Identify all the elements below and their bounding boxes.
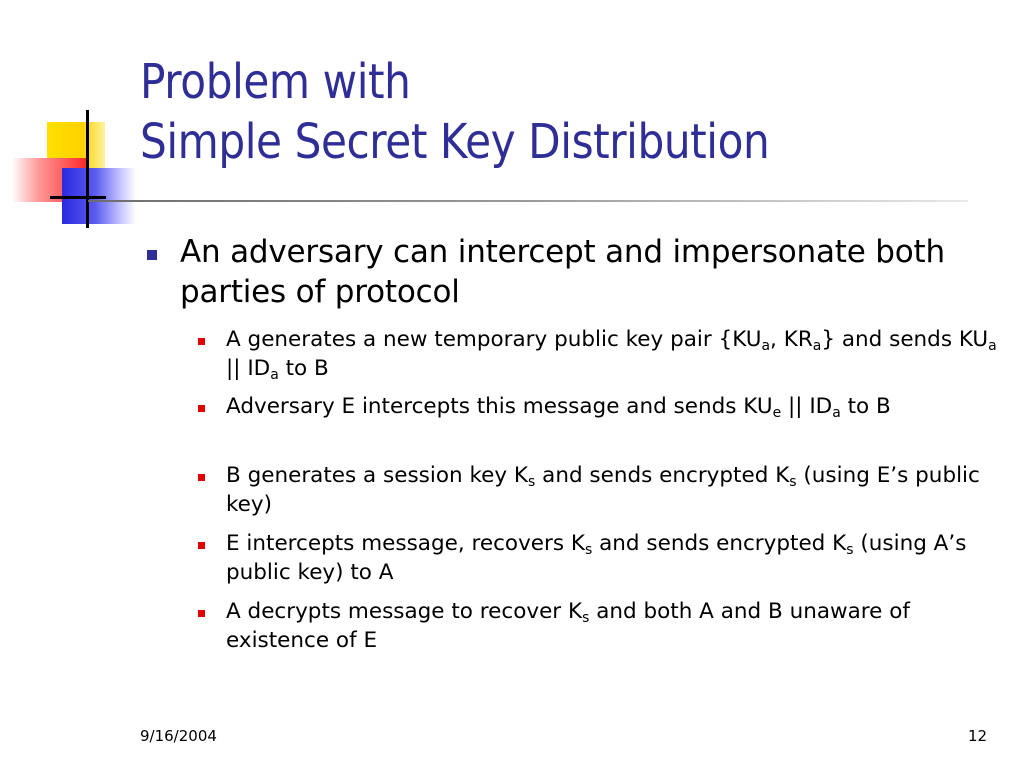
text-run: (using E’s public key): [226, 463, 980, 517]
subscript: e: [772, 405, 782, 421]
sub-bullet-text: [226, 392, 1006, 421]
text-run: Adversary E intercepts this message and sends KU: [226, 394, 773, 419]
text-run: A decrypts message to recover K: [226, 599, 583, 624]
sub-bullet-text: [226, 529, 1006, 587]
text-run: E intercepts message, recovers K: [226, 531, 585, 556]
decorative-logo: [0, 0, 140, 240]
subscript: s: [789, 474, 797, 490]
subscript: a: [988, 338, 997, 354]
text-run: to B: [278, 356, 329, 381]
slide-title: [140, 52, 769, 172]
sub-bullet-icon: [198, 610, 205, 617]
subscript: a: [812, 338, 822, 354]
sub-bullet-text: [226, 461, 1006, 519]
footer-page-number: 12: [968, 727, 988, 745]
text-run: A generates a new temporary public key pair {KU: [226, 327, 762, 352]
sub-bullet-text: [226, 325, 1006, 383]
title-underline: [88, 200, 968, 202]
text-run: || ID: [226, 356, 271, 381]
subscript: s: [528, 474, 536, 490]
footer-date: 9/16/2004: [140, 727, 217, 745]
sub-bullet-icon: [198, 338, 205, 345]
subscript: s: [585, 542, 593, 558]
horizontal-line-shape: [50, 196, 106, 199]
text-run: || ID: [781, 394, 833, 419]
text-run: B generates a session key K: [226, 463, 529, 488]
sub-bullet-icon: [198, 474, 205, 481]
vertical-line-shape: [86, 110, 89, 228]
slide-title-line2: Simple Secret Key Distribution: [140, 114, 770, 170]
sub-bullet-text: [226, 597, 1006, 655]
main-bullet-text: An adversary can intercept and impersonate both parties of protocol: [180, 234, 945, 310]
subscript: s: [846, 542, 854, 558]
main-bullet-icon: [147, 250, 157, 260]
subscript: a: [270, 367, 279, 383]
text-run: to B: [840, 394, 891, 419]
text-run: , KR: [770, 327, 813, 352]
text-run: } and sends KU: [821, 327, 989, 352]
subscript: a: [832, 405, 841, 421]
text-run: and sends encrypted K: [592, 531, 847, 556]
slide-title-line1: Problem with: [140, 54, 411, 110]
subscript: s: [582, 610, 590, 626]
sub-bullet-icon: [198, 405, 205, 412]
text-run: and sends encrypted K: [535, 463, 790, 488]
text-run: and both A and B unaware of existence of E: [226, 599, 910, 653]
sub-bullet-icon: [198, 542, 205, 549]
text-run: (using A’s public key) to A: [226, 531, 967, 585]
subscript: a: [761, 338, 771, 354]
